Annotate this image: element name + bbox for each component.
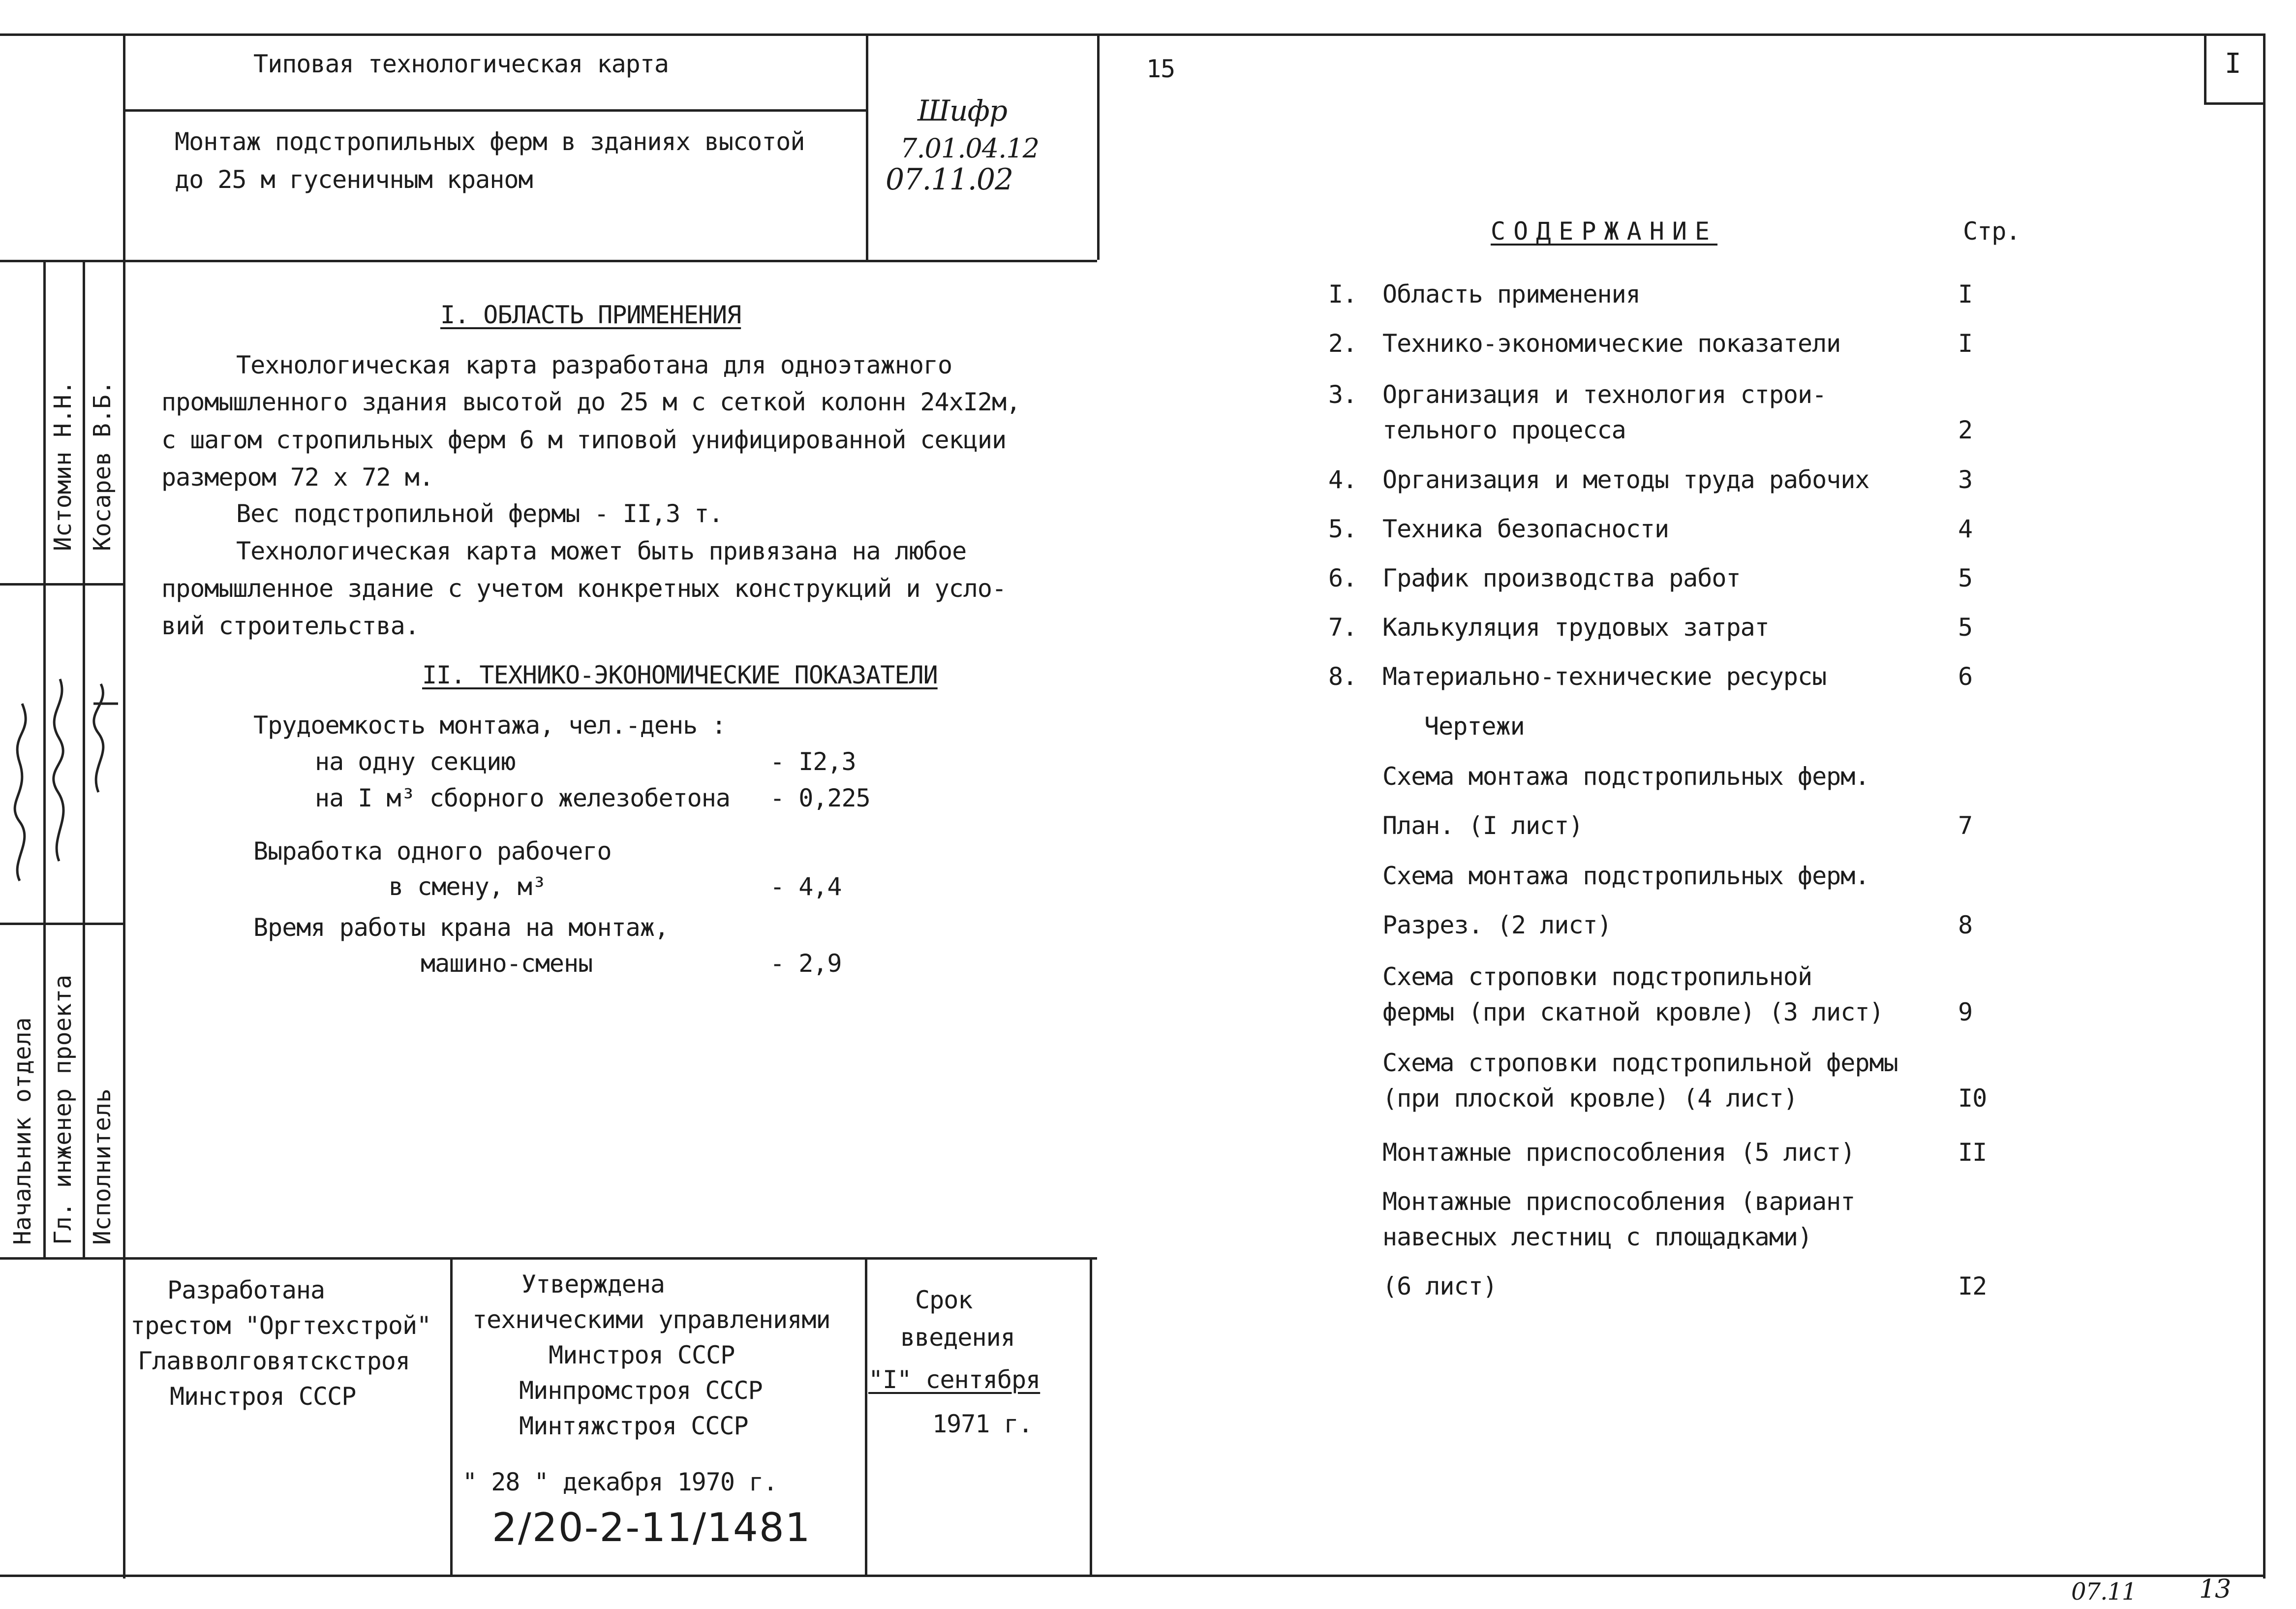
frame-bottom-line: [0, 1575, 2263, 1577]
approved-line-1: Утверждена: [521, 1270, 665, 1299]
toc-drawing-page: II: [1958, 1138, 1987, 1167]
toc-drawing-3: [1328, 962, 2042, 1036]
header-code-label: Шифр: [918, 94, 1008, 127]
toc-item-num: I.: [1328, 280, 1357, 309]
toc-drawing-text3: (6 лист): [1382, 1272, 1497, 1300]
developed-line-4: Минстроя СССР: [170, 1382, 356, 1411]
toc-drawing-text2: План. (I лист): [1382, 811, 1583, 840]
developed-line-2: трестом "Оргтехстрой": [130, 1311, 431, 1340]
toc-item-num: 4.: [1328, 465, 1357, 494]
toc-item-page: I: [1958, 280, 1973, 309]
toc-drawing-text: Схема строповки подстропильной: [1382, 962, 1812, 991]
toc-drawing-4: [1328, 1048, 2042, 1122]
toc-item-2: [1328, 329, 2042, 363]
sig-name-istomin: Истомин Н.Н.: [49, 380, 77, 551]
toc-drawing-page: 8: [1958, 911, 1973, 939]
toc-item-page: 3: [1958, 465, 1973, 494]
frame-right-line: [2263, 33, 2265, 1578]
header-title-line1: Монтаж подстропильных ферм в зданиях высотой: [175, 127, 805, 156]
sig-role-head: Начальник отдела: [9, 1017, 36, 1245]
sig-role-executor: Исполнитель: [89, 1088, 116, 1245]
toc-item-num: 6.: [1328, 564, 1357, 592]
toc-drawing-text2: (при плоской кровле) (4 лист): [1382, 1084, 1798, 1113]
developed-line-1: Разработана: [167, 1276, 325, 1304]
header-code-value: 7.01.04.12: [900, 133, 1039, 164]
toc-title: СОДЕРЖАНИЕ: [1491, 217, 1718, 246]
approved-line-2: техническими управлениями: [472, 1305, 830, 1334]
section1-line-5: Вес подстропильной фермы - II,3 т.: [236, 499, 723, 528]
section1-heading: I. ОБЛАСТЬ ПРИМЕНЕНИЯ: [440, 301, 741, 329]
toc-item-text: Организация и методы труда рабочих: [1382, 465, 1869, 494]
term-line-4: 1971 г.: [932, 1410, 1033, 1438]
toc-item-page: I: [1958, 329, 1973, 358]
labor-per-m3-value: - 0,225: [770, 784, 870, 812]
toc-drawing-1: [1328, 762, 2042, 840]
toc-item-page: 5: [1958, 564, 1973, 592]
toc-item-text2: тельного процесса: [1382, 416, 1626, 444]
toc-item-page: 5: [1958, 613, 1973, 642]
approved-line-4: Минпромстроя СССР: [519, 1376, 763, 1405]
toc-item-num: 3.: [1328, 380, 1357, 409]
handwritten-signatures: [0, 605, 123, 910]
toc-item-6: [1328, 563, 2042, 598]
frame-top-left-line: [0, 33, 123, 36]
crane-title: Время работы крана на монтаж,: [253, 913, 669, 942]
labor-per-section-value: - I2,3: [770, 747, 856, 776]
section1-line-3: с шагом стропильных ферм 6 м типовой унифицированной секции: [161, 426, 1007, 454]
labor-title: Трудоемкость монтажа, чел.-день :: [253, 711, 726, 740]
footer-top-line: [123, 1257, 1097, 1260]
toc-item-1: [1328, 279, 2042, 314]
toc-item-page: 4: [1958, 515, 1973, 543]
labor-per-section: на одну секцию: [315, 747, 516, 776]
toc-item-text: Технико-экономические показатели: [1382, 329, 1841, 358]
sig-name-kosarev: Косарев В.Б.: [89, 380, 116, 551]
toc-item-text: Организация и технология строи-: [1382, 380, 1827, 409]
toc-drawing-6: [1328, 1187, 2042, 1305]
sig-role-chief-engineer: Гл. инженер проекта: [49, 974, 77, 1245]
frame-left-line: [123, 33, 125, 1578]
toc-item-num: 2.: [1328, 329, 1357, 358]
section1-line-6: Технологическая карта может быть привязана на любое: [236, 537, 967, 565]
approved-date: " 28 " декабря 1970 г.: [462, 1468, 778, 1496]
toc-drawing-text: Схема строповки подстропильной фермы: [1382, 1049, 1898, 1077]
toc-item-5: [1328, 514, 2042, 549]
footer-col-line-2: [865, 1257, 867, 1575]
output-title: Выработка одного рабочего: [253, 837, 612, 866]
crane-value: - 2,9: [770, 949, 842, 978]
toc-drawing-text: Монтажные приспособления (вариант: [1382, 1187, 1855, 1216]
toc-drawing-2: [1328, 861, 2042, 939]
toc-drawing-page: I0: [1958, 1084, 1987, 1113]
term-line-3: "I" сентября: [868, 1365, 1041, 1394]
toc-drawing-text2: навесных лестниц с площадками): [1382, 1223, 1812, 1251]
header-divider: [123, 109, 866, 112]
section1-line-7: промышленное здание с учетом конкретных конструкций и усло-: [161, 574, 1007, 603]
toc-drawing-text2: Разрез. (2 лист): [1382, 911, 1612, 939]
approved-line-5: Минтяжстроя СССР: [519, 1412, 748, 1440]
toc-drawing-page: 7: [1958, 811, 1973, 840]
toc-item-text: Область применения: [1382, 280, 1640, 309]
bottom-mark-right: 13: [2199, 1575, 2231, 1604]
section2-heading: II. ТЕХНИКО-ЭКОНОМИЧЕСКИЕ ПОКАЗАТЕЛИ: [422, 661, 938, 689]
header-right-divider: [1097, 33, 1100, 260]
toc-item-page: 2: [1958, 416, 1973, 444]
toc-item-text: Материально-технические ресурсы: [1382, 662, 1827, 691]
section1-line-2: промышленного здания высотой до 25 м с сеткой колонн 24хI2м,: [161, 388, 1021, 416]
toc-item-7: [1328, 613, 2042, 647]
toc-drawing-text: Схема монтажа подстропильных ферм.: [1382, 762, 1869, 791]
footer-col-line-1: [450, 1257, 453, 1575]
term-line-1: Срок: [915, 1286, 973, 1314]
section1-line-4: размером 72 х 72 м.: [161, 463, 433, 492]
footer-col-line-3: [1090, 1257, 1092, 1575]
approved-number: 2/20-2-11/1481: [492, 1505, 811, 1550]
toc-item-num: 8.: [1328, 662, 1357, 691]
toc-drawings-label: Чертежи: [1424, 712, 1525, 741]
toc-item-text: Калькуляция трудовых затрат: [1382, 613, 1769, 642]
output-unit: в смену, м³: [389, 872, 547, 901]
section1-line-1: Технологическая карта разработана для одноэтажного: [236, 351, 952, 379]
sig-row-line-4: [0, 1257, 123, 1260]
toc-drawing-5: [1328, 1138, 2042, 1172]
toc-drawing-text: Монтажные приспособления (5 лист): [1382, 1138, 1855, 1167]
toc-drawing-page: I2: [1958, 1272, 1987, 1300]
toc-item-page: 6: [1958, 662, 1973, 691]
labor-per-m3: на I м³ сборного железобетона: [315, 784, 730, 812]
toc-item-text: Техника безопасности: [1382, 515, 1669, 543]
header-code-value2: 07.11.02: [886, 162, 1013, 197]
toc-page-header: Стр.: [1963, 217, 2020, 246]
toc-item-3: [1328, 380, 2042, 454]
output-value: - 4,4: [770, 872, 842, 901]
header-title-line2: до 25 м гусеничным краном: [175, 165, 533, 194]
toc-item-8: [1328, 662, 2042, 696]
frame-top-line: [123, 33, 2263, 36]
sheet-number: 15: [1146, 55, 1175, 83]
bottom-mark-left: 07.11: [2071, 1578, 2137, 1606]
toc-item-num: 7.: [1328, 613, 1357, 642]
toc-drawing-page: 9: [1958, 998, 1973, 1026]
term-line-2: введения: [900, 1323, 1015, 1352]
toc-item-4: [1328, 465, 2042, 499]
developed-line-3: Главволговятскстроя: [138, 1347, 410, 1375]
header-code-divider: [866, 33, 868, 260]
toc-item-text: График производства работ: [1382, 564, 1741, 592]
toc-drawing-text: Схема монтажа подстропильных ферм.: [1382, 862, 1869, 890]
section1-line-8: вий строительства.: [161, 612, 419, 640]
toc-drawing-text2: фермы (при скатной кровле) (3 лист): [1382, 998, 1884, 1026]
sig-row-line-1: [0, 260, 123, 262]
header-bottom-line: [123, 260, 1097, 262]
sig-row-line-3: [0, 923, 123, 925]
header-type-label: Типовая технологическая карта: [253, 50, 669, 78]
crane-unit: машино-смены: [421, 949, 593, 978]
sig-row-line-2: [0, 583, 123, 586]
approved-line-3: Минстроя СССР: [549, 1341, 735, 1369]
toc-item-num: 5.: [1328, 515, 1357, 543]
corner-number: I: [2225, 48, 2241, 80]
